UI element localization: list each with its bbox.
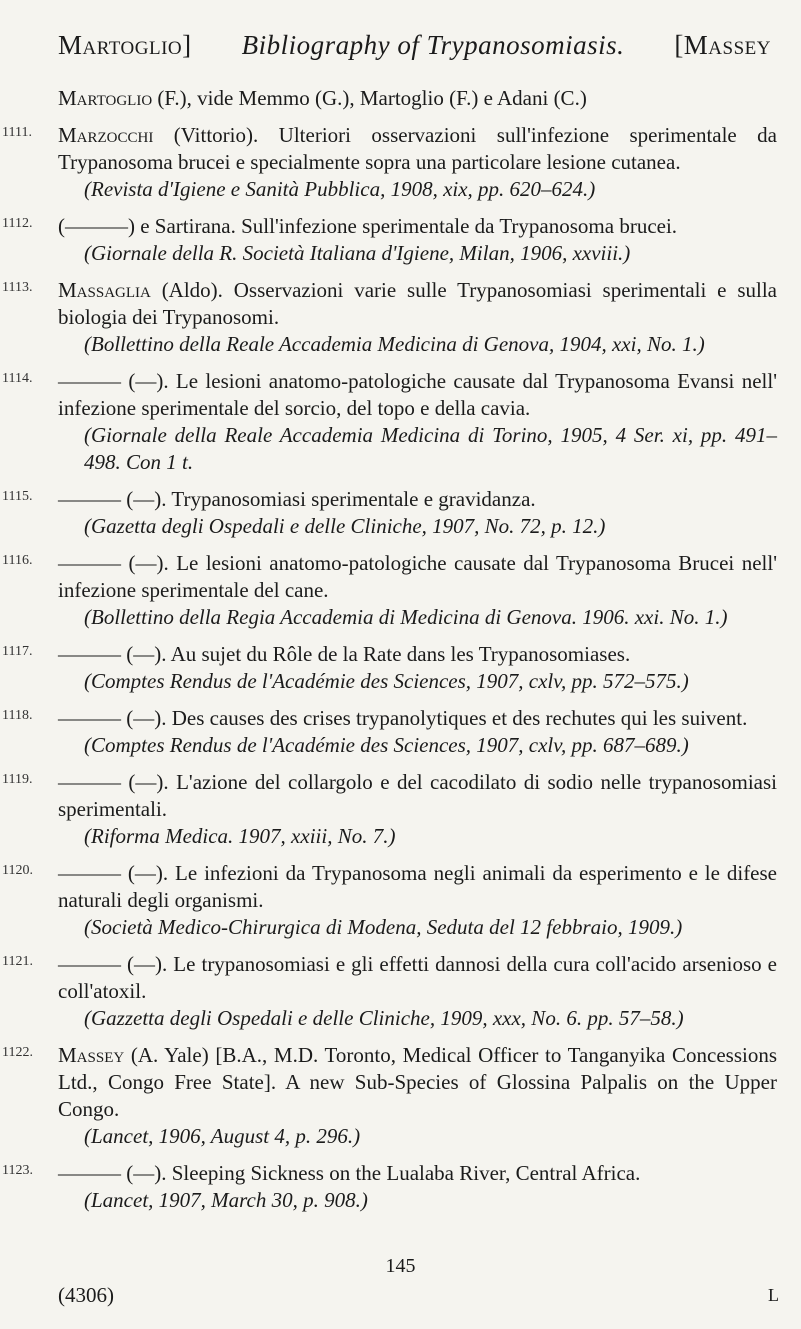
- entry-body: (Vittorio). Ulteriori osservazioni sull'infezione sperimentale da Trypanosoma brucei e specialmente sopra una particolare lesione cutanea.: [58, 123, 777, 174]
- bib-entry: [0, 951, 801, 1032]
- entry-text: [0, 550, 801, 604]
- entry-text: [0, 213, 801, 240]
- entry-number: 1119.: [2, 772, 33, 787]
- entry-text: [0, 860, 801, 914]
- entry-number: 1117.: [2, 644, 33, 659]
- entry-source: (Giornale della Reale Accademia Medicina di Torino, 1905, 4 Ser. xi, pp. 491–498. Con 1 t.: [84, 423, 777, 474]
- entry-number: 1115.: [2, 489, 33, 504]
- entry-source: (Società Medico-Chirurgica di Modena, Seduta del 12 febbraio, 1909.): [84, 915, 683, 939]
- entry-text: [0, 368, 801, 422]
- entry-number: 1121.: [2, 954, 33, 969]
- entry-source: (Gazzetta degli Ospedali e delle Cliniche, 1909, xxx, No. 6. pp. 57–58.): [84, 1006, 684, 1030]
- bib-entry: [0, 368, 801, 476]
- entry-source: (Lancet, 1907, March 30, p. 908.): [84, 1188, 368, 1212]
- entry-number: 1122.: [2, 1045, 33, 1060]
- entry-body: (Aldo). Osservazioni varie sulle Trypanosomiasi sperimentali e sulla biologia dei Trypanosomi.: [58, 278, 777, 329]
- entry-number: 1114.: [2, 371, 33, 386]
- entry-body: ——— (—). Le infezioni da Trypanosoma negli animali da esperimento e le difese naturali degli organismi.: [58, 861, 777, 912]
- print-code: (4306): [58, 1283, 114, 1307]
- entry-source: (Giornale della R. Società Italiana d'Igiene, Milan, 1906, xxviii.): [84, 241, 631, 265]
- entry-number: 1112.: [2, 216, 33, 231]
- entry-text: [0, 277, 801, 331]
- bib-entry: [0, 213, 801, 267]
- entry-body: ——— (—). Au sujet du Rôle de la Rate dans les Trypanosomiases.: [58, 642, 631, 666]
- bib-entry: [0, 550, 801, 631]
- page-number: 145: [385, 1255, 416, 1277]
- entry-text: [0, 951, 801, 1005]
- entry-number: 1116.: [2, 553, 33, 568]
- bib-entry: [0, 641, 801, 695]
- entry-number: 1123.: [2, 1163, 33, 1178]
- entry-text: [0, 122, 801, 176]
- entry-text: [0, 705, 801, 732]
- entry-body: ——— (—). Des causes des crises trypanolytiques et des rechutes qui les suivent.: [58, 706, 748, 730]
- bib-entry: [0, 769, 801, 850]
- entry-text: [0, 486, 801, 513]
- entry-body: ——— (—). Le lesioni anatomo-patologiche causate dal Trypanosoma Evansi nell' infezione sperimentale del sorcio, del topo e della cavia.: [58, 369, 777, 420]
- entry-number: 1113.: [2, 280, 33, 295]
- entry-source: (Comptes Rendus de l'Académie des Sciences, 1907, cxlv, pp. 572–575.): [84, 669, 689, 693]
- bib-entry: [0, 860, 801, 941]
- entry-text: [0, 85, 801, 112]
- entry-author: Martoglio: [58, 86, 153, 110]
- entry-author: Massey: [58, 1043, 125, 1067]
- entry-source: (Gazetta degli Ospedali e delle Cliniche, 1907, No. 72, p. 12.): [84, 514, 606, 538]
- entry-source: (Riforma Medica. 1907, xxiii, No. 7.): [84, 824, 396, 848]
- bib-entry: [0, 85, 801, 112]
- header-right: [Massey: [674, 30, 771, 60]
- entry-author: Marzocchi: [58, 123, 154, 147]
- header-left: Martoglio]: [58, 30, 192, 60]
- bibliography-entries: [0, 85, 801, 1224]
- entry-body: ——— (—). Le lesioni anatomo-patologiche causate dal Trypanosoma Brucei nell' infezione sperimentale del cane.: [58, 551, 777, 602]
- entry-text: [0, 769, 801, 823]
- bib-entry: [0, 1042, 801, 1150]
- entry-source: (Lancet, 1906, August 4, p. 296.): [84, 1124, 361, 1148]
- entry-number: 1111.: [2, 125, 32, 140]
- page-footer: [0, 1255, 801, 1325]
- bib-entry: [0, 486, 801, 540]
- entry-text: [0, 1160, 801, 1187]
- entry-body: ——— (—). L'azione del collargolo e del cacodilato di sodio nelle trypanosomiasi sperimentali.: [58, 770, 777, 821]
- entry-author: Massaglia: [58, 278, 151, 302]
- entry-body: (———) e Sartirana. Sull'infezione sperimentale da Trypanosoma brucei.: [58, 214, 678, 238]
- bib-entry: [0, 122, 801, 203]
- entry-number: 1120.: [2, 863, 33, 878]
- header-title: Bibliography of Trypanosomiasis.: [241, 30, 625, 60]
- bib-entry: [0, 1160, 801, 1214]
- entry-source: (Comptes Rendus de l'Académie des Sciences, 1907, cxlv, pp. 687–689.): [84, 733, 689, 757]
- entry-source: (Bollettino della Regia Accademia di Medicina di Genova. 1906. xxi. No. 1.): [84, 605, 728, 629]
- entry-body: ——— (—). Le trypanosomiasi e gli effetti dannosi della cura coll'acido arsenioso e coll'atoxil.: [58, 952, 777, 1003]
- entry-body: (A. Yale) [B.A., M.D. Toronto, Medical Officer to Tanganyika Concessions Ltd., Congo Free State]. A new Sub-Species of Glossina Palpalis on the Upper Congo.: [58, 1043, 777, 1121]
- running-header: [58, 30, 771, 61]
- entry-source: (Bollettino della Reale Accademia Medicina di Genova, 1904, xxi, No. 1.): [84, 332, 705, 356]
- entry-source: (Revista d'Igiene e Sanità Pubblica, 1908, xix, pp. 620–624.): [84, 177, 596, 201]
- entry-body: (F.), vide Memmo (G.), Martoglio (F.) e Adani (C.): [152, 86, 587, 110]
- signature-mark: L: [768, 1285, 779, 1305]
- bib-entry: [0, 705, 801, 759]
- bib-entry: [0, 277, 801, 358]
- entry-text: [0, 641, 801, 668]
- entry-number: 1118.: [2, 708, 33, 723]
- entry-text: [0, 1042, 801, 1123]
- entry-body: ——— (—). Trypanosomiasi sperimentale e gravidanza.: [58, 487, 536, 511]
- entry-body: ——— (—). Sleeping Sickness on the Lualaba River, Central Africa.: [58, 1161, 641, 1185]
